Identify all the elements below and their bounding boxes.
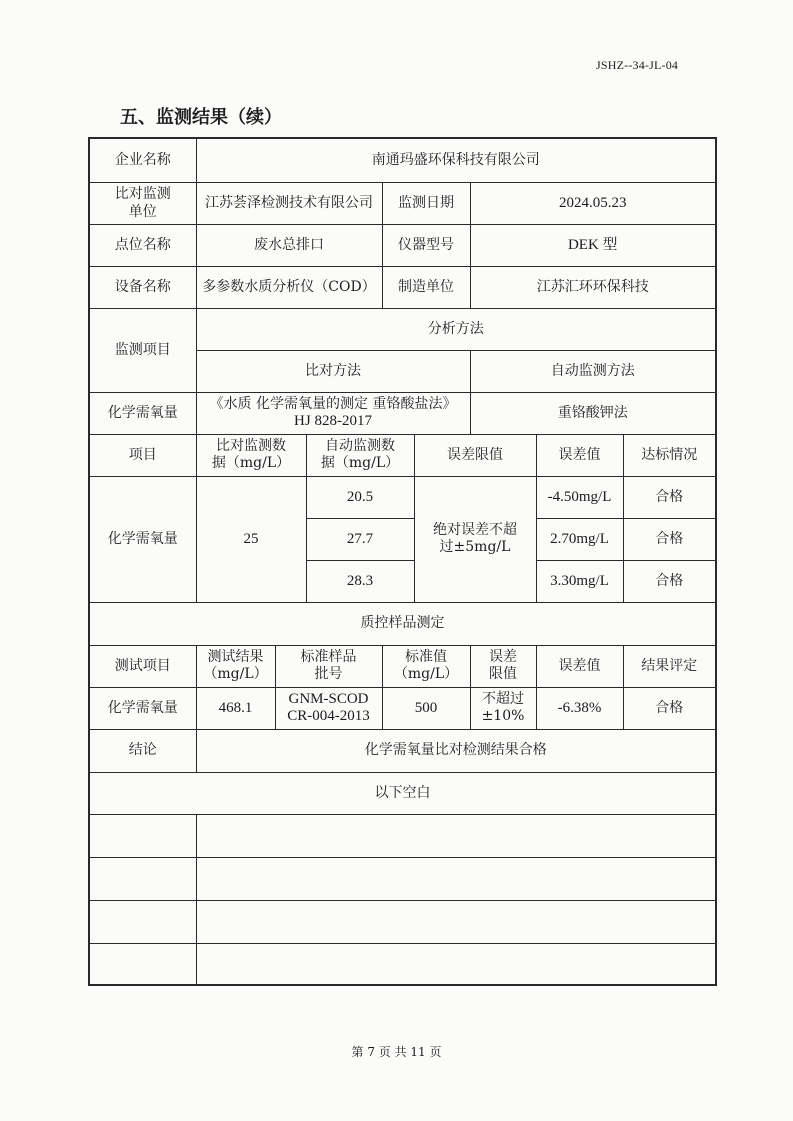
error-header: 误差值 bbox=[536, 434, 623, 476]
device-value: 多参数水质分析仪（COD） bbox=[196, 266, 382, 308]
compare-unit-value: 江苏荟泽检测技术有限公司 bbox=[196, 182, 382, 224]
monitoring-result-table bbox=[88, 137, 717, 986]
qc-eval: 合格 bbox=[623, 687, 716, 729]
empty-row bbox=[89, 900, 716, 943]
compare-unit-label: 比对监测单位 bbox=[89, 182, 196, 224]
monitor-item-label: 监测项目 bbox=[89, 308, 196, 392]
error-value-1: -4.50mg/L bbox=[536, 476, 623, 518]
empty-row bbox=[89, 943, 716, 985]
qc-item: 化学需氧量 bbox=[89, 687, 196, 729]
qc-eval-header: 结果评定 bbox=[623, 645, 716, 687]
model-label: 仪器型号 bbox=[382, 224, 470, 266]
status-value-1: 合格 bbox=[623, 476, 716, 518]
qc-std: 500 bbox=[382, 687, 470, 729]
status-header: 达标情况 bbox=[623, 434, 716, 476]
qc-item-header: 测试项目 bbox=[89, 645, 196, 687]
qc-std-header: 标准值 （mg/L） bbox=[382, 645, 470, 687]
compare-value: 25 bbox=[196, 476, 306, 602]
comparison-item-header: 项目 bbox=[89, 434, 196, 476]
maker-label: 制造单位 bbox=[382, 266, 470, 308]
document-code: JSHZ--34-JL-04 bbox=[596, 58, 679, 72]
point-label: 点位名称 bbox=[89, 224, 196, 266]
status-value-2: 合格 bbox=[623, 518, 716, 560]
method-header-row bbox=[89, 308, 716, 350]
method-cod-label: 化学需氧量 bbox=[89, 392, 196, 434]
comparison-item: 化学需氧量 bbox=[89, 476, 196, 602]
compare-method-name: 《水质 化学需氧量的测定 重铬酸盐法》 bbox=[209, 396, 457, 412]
conclusion-label: 结论 bbox=[89, 729, 196, 772]
comparison-row-1 bbox=[89, 476, 716, 518]
qc-data-row bbox=[89, 687, 716, 729]
section-title: 五、监测结果（续） bbox=[120, 107, 282, 128]
conclusion-row bbox=[89, 729, 716, 772]
device-row bbox=[89, 266, 716, 308]
auto-data-header: 自动监测数 据（mg/L） bbox=[306, 434, 414, 476]
qc-limit-header: 误差 限值 bbox=[470, 645, 536, 687]
auto-value-3: 28.3 bbox=[306, 560, 414, 602]
blank-note: 以下空白 bbox=[89, 772, 716, 814]
comparison-header-row bbox=[89, 434, 716, 476]
qc-batch: GNM-SCOD CR-004-2013 bbox=[275, 687, 382, 729]
compare-unit-row bbox=[89, 182, 716, 224]
qc-result: 468.1 bbox=[196, 687, 275, 729]
blank-note-row bbox=[89, 772, 716, 814]
point-row bbox=[89, 224, 716, 266]
analysis-method-label: 分析方法 bbox=[196, 308, 716, 350]
qc-limit: 不超过 ±10% bbox=[470, 687, 536, 729]
page-number: 第 7 页 共 11 页 bbox=[351, 1045, 442, 1059]
company-value: 南通玛盛环保科技有限公司 bbox=[196, 138, 716, 182]
qc-error: -6.38% bbox=[536, 687, 623, 729]
compare-method-value bbox=[196, 392, 470, 434]
qc-title-row bbox=[89, 602, 716, 645]
qc-batch-header: 标准样品 批号 bbox=[275, 645, 382, 687]
qc-result-header: 测试结果 （mg/L） bbox=[196, 645, 275, 687]
auto-method-label: 自动监测方法 bbox=[470, 350, 716, 392]
limit-value: 绝对误差不超 过±5mg/L bbox=[414, 476, 536, 602]
auto-value-1: 20.5 bbox=[306, 476, 414, 518]
qc-header-row bbox=[89, 645, 716, 687]
conclusion-value: 化学需氧量比对检测结果合格 bbox=[196, 729, 716, 772]
model-value: DEK 型 bbox=[470, 224, 716, 266]
qc-error-header: 误差值 bbox=[536, 645, 623, 687]
auto-value-2: 27.7 bbox=[306, 518, 414, 560]
compare-data-header: 比对监测数 据（mg/L） bbox=[196, 434, 306, 476]
qc-title: 质控样品测定 bbox=[89, 602, 716, 645]
error-value-3: 3.30mg/L bbox=[536, 560, 623, 602]
empty-row bbox=[89, 857, 716, 900]
date-label: 监测日期 bbox=[382, 182, 470, 224]
method-value-row bbox=[89, 392, 716, 434]
maker-value: 江苏汇环环保科技 bbox=[470, 266, 716, 308]
limit-header: 误差限值 bbox=[414, 434, 536, 476]
compare-method-standard: HJ 828-2017 bbox=[294, 413, 372, 429]
company-row bbox=[89, 138, 716, 182]
company-label: 企业名称 bbox=[89, 138, 196, 182]
device-label: 设备名称 bbox=[89, 266, 196, 308]
error-value-2: 2.70mg/L bbox=[536, 518, 623, 560]
empty-row bbox=[89, 814, 716, 857]
date-value: 2024.05.23 bbox=[470, 182, 716, 224]
status-value-3: 合格 bbox=[623, 560, 716, 602]
point-value: 废水总排口 bbox=[196, 224, 382, 266]
auto-method-value: 重铬酸钾法 bbox=[470, 392, 716, 434]
compare-method-label: 比对方法 bbox=[196, 350, 470, 392]
